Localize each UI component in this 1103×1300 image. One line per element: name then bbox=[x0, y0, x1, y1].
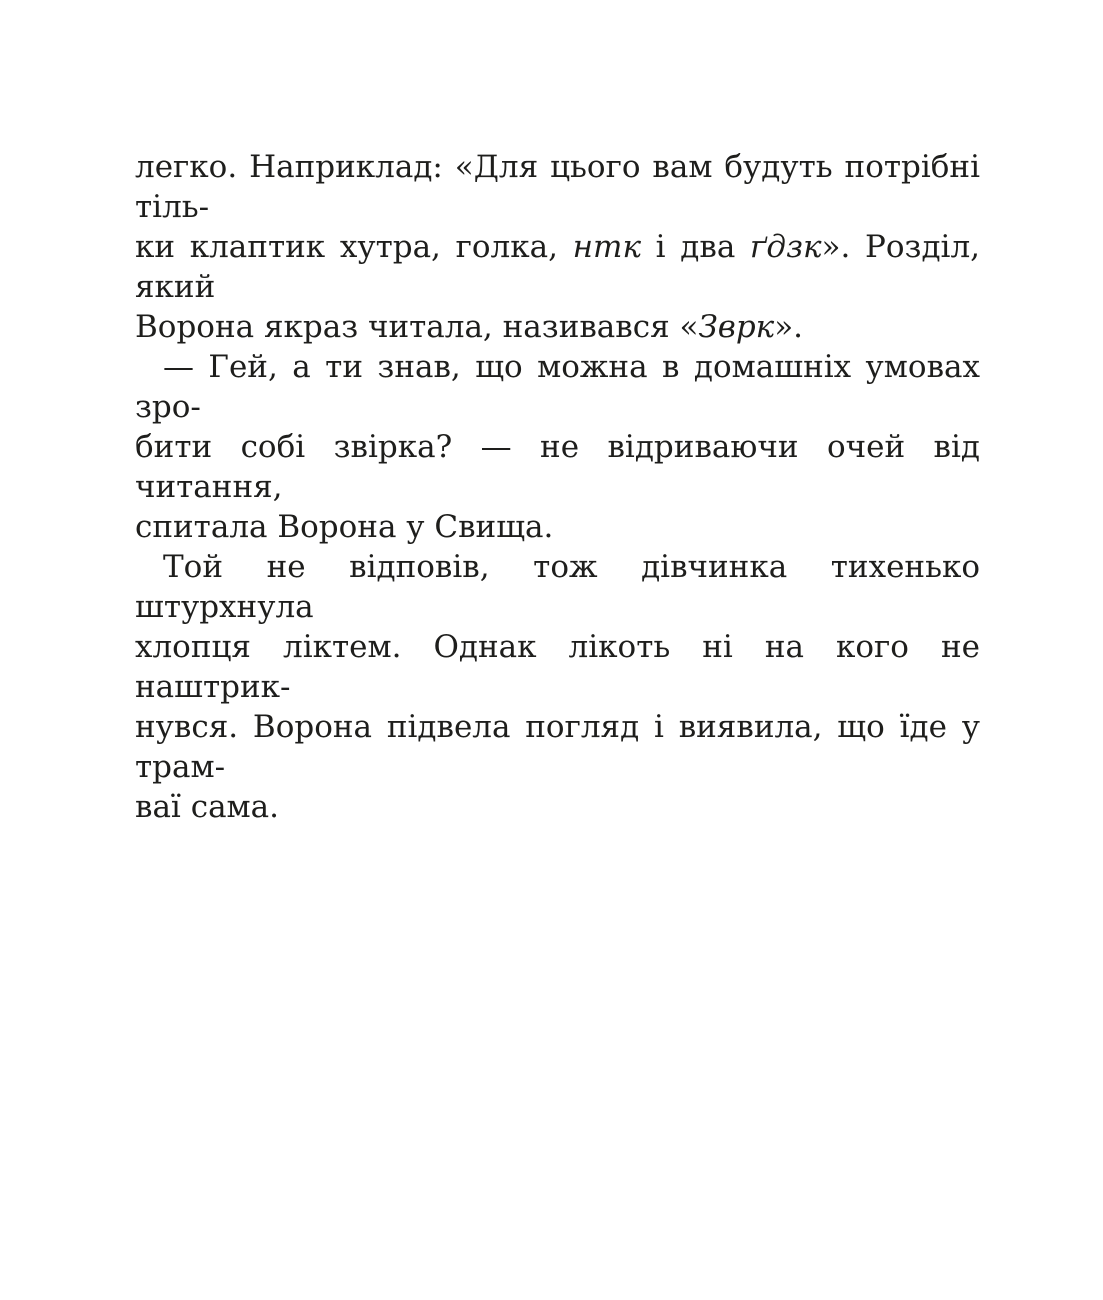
text-segment: Ворона якраз читала, називався « bbox=[135, 309, 699, 345]
text-line bbox=[135, 787, 980, 827]
italic-text-segment: ґдзк bbox=[750, 229, 822, 265]
text-line bbox=[135, 427, 980, 507]
text-segment: бити собі звірка? — не відриваючи очей від читання, bbox=[135, 429, 980, 505]
text-segment: ». bbox=[774, 309, 804, 345]
text-line bbox=[135, 147, 980, 227]
text-segment: нувся. Ворона підвела погляд і виявила, що їде у трам- bbox=[135, 709, 980, 785]
text-line bbox=[135, 227, 980, 307]
text-line bbox=[135, 707, 980, 787]
page-text-block bbox=[135, 147, 980, 827]
paragraph-2 bbox=[135, 347, 980, 547]
text-line bbox=[135, 507, 980, 547]
italic-text-segment: Зврк bbox=[698, 309, 775, 345]
text-segment: хлопця ліктем. Однак лікоть ні на кого не наштрик- bbox=[135, 629, 980, 705]
text-segment: ваї сама. bbox=[135, 789, 279, 825]
text-line bbox=[135, 547, 980, 627]
paragraph-1 bbox=[135, 147, 980, 347]
paragraph-3 bbox=[135, 547, 980, 827]
text-segment: — Гей, а ти знав, що можна в домашніх умовах зро- bbox=[135, 349, 980, 425]
text-segment: ки клаптик хутра, голка, bbox=[135, 229, 573, 265]
text-segment: спитала Ворона у Свища. bbox=[135, 509, 554, 545]
text-line bbox=[135, 347, 980, 427]
text-line bbox=[135, 627, 980, 707]
text-line bbox=[135, 307, 980, 347]
text-segment: ». Розділ, який bbox=[135, 229, 981, 305]
text-segment: легко. Наприклад: «Для цього вам будуть потрібні тіль- bbox=[135, 149, 980, 225]
text-segment: і два bbox=[640, 229, 751, 265]
text-segment: Той не відповів, тож дівчинка тихенько штурхнула bbox=[135, 549, 980, 625]
italic-text-segment: нтк bbox=[572, 229, 641, 265]
